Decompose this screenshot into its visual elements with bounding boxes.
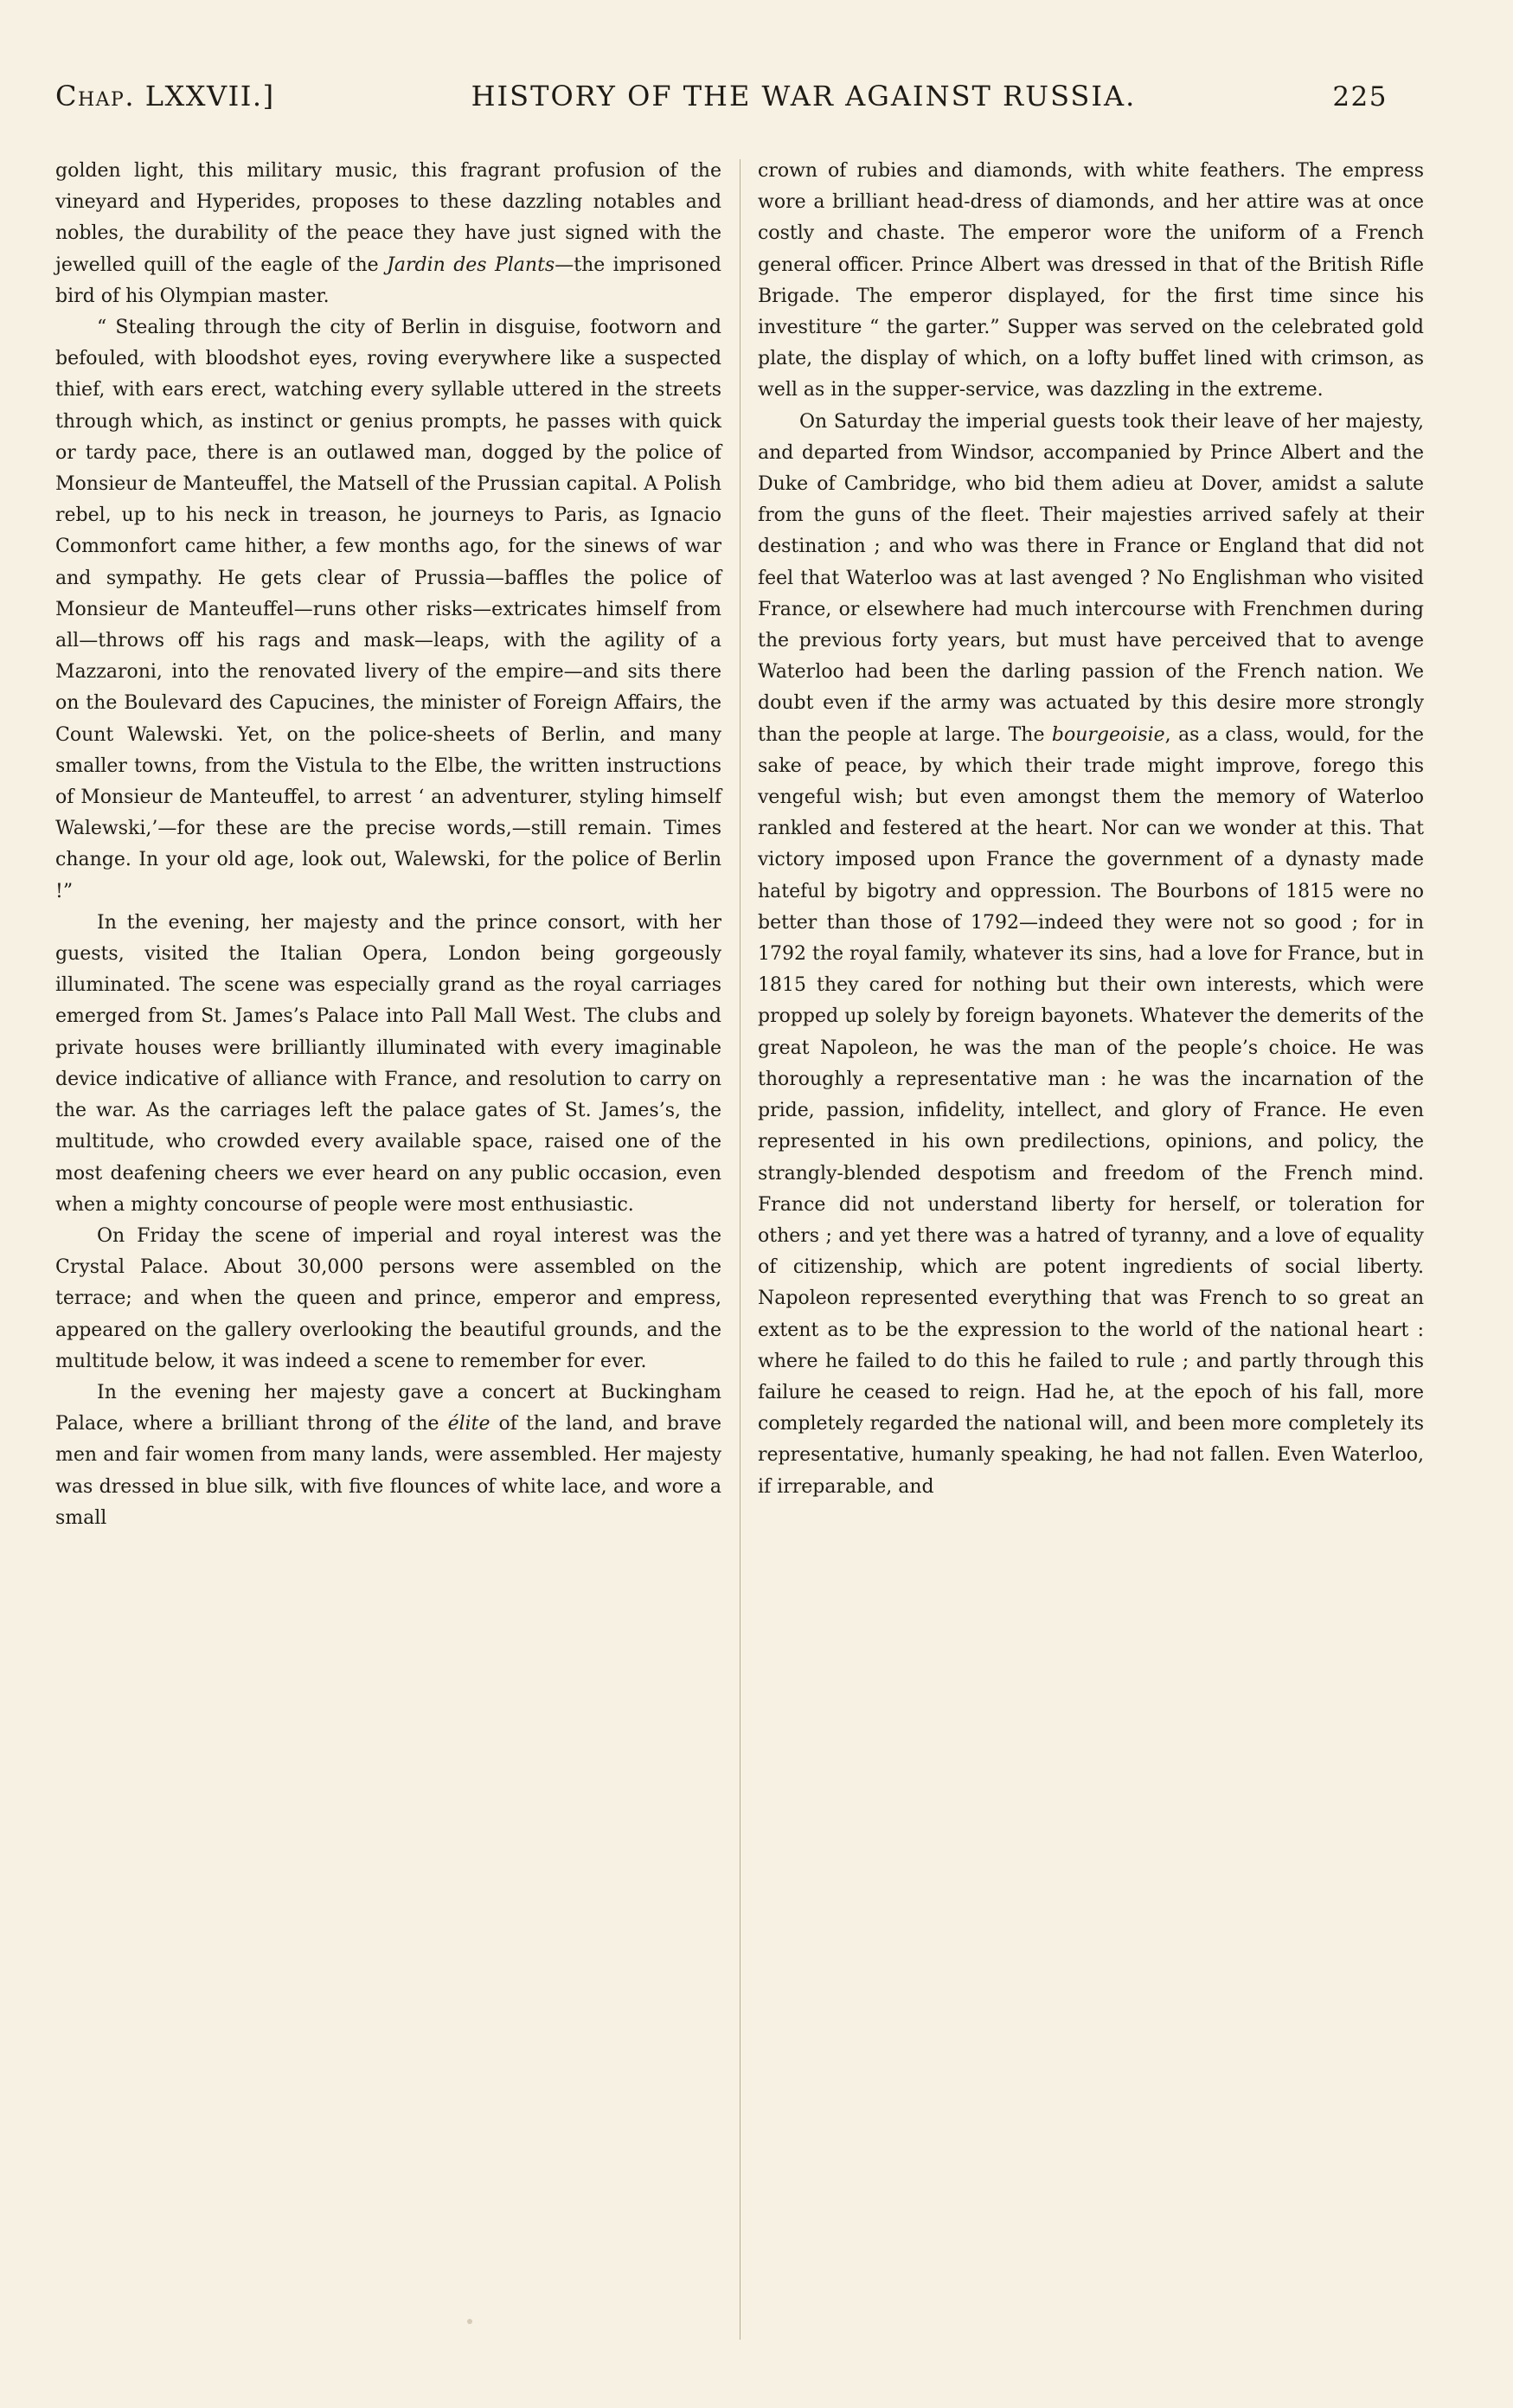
paragraph: In the evening, her majesty and the prince consort, with her guests, visited the Italian Opera, London being gorgeously illuminated. The scene was especially grand as the royal carriages emerged from St. James’s Palace into Pall Mall West. The clubs and private houses were brilliantly illuminated with every imaginable device indicative of alliance with France, and resolution to carry on the war. As the carriages left the palace gates of St. James’s, the multitude, who crowded every available space, raised one of the most deafening cheers we ever heard on any public occasion, even when a mighty concourse of people were most enthusiastic.	[55, 911, 721, 1216]
text-run: golden light, this military music, this fragrant profusion of the vineyard and Hyperides, proposes to these dazzling notables and nobles, the durability of the peace they have just signed with the jewelled quill of the eagle of the	[55, 160, 721, 276]
italic-text: bourgeoisie	[1051, 723, 1165, 746]
text-run: , as a class, would, for the sake of peace, by which their trade might improve, forego this vengeful wish; but even amongst them the memory of Waterloo rankled and festered at the heart. Nor can we wonder at this. That victory imposed upon France the government of a dynasty made hateful by bigotry and oppression. The Bourbons of 1815 were no better than those of 1792—indeed they were not so good ; for in 1792 the royal family, whatever its sins, had a love for France, but in 1815 they cared for nothing but their own interests, which were propped up solely by foreign bayonets. Whatever the demerits of the great Napoleon, he was the man of the people’s choice. He was thoroughly a representative man : he was the incarnation of the pride, passion, infidelity, intellect, and glory of France. He even represented in his own predilections, opinions, and policy, the strangly-blended despotism and freedom of the French mind. France did not understand liberty for herself, or toleration for others ; and yet there was a hatred of tyranny, and a love of equality of citizenship, which are potent ingredients of social liberty. Napoleon represented everything that was French to so great an extent as to be the expression to the world of the national heart : where he failed to do this he failed to rule ; and partly through this failure he ceased to reign. Had he, at the epoch of his fall, more completely regarded the national will, and been more completely its representative, humanly speaking, he had not fallen. Even Waterloo, if irreparable, and	[758, 723, 1425, 1498]
right-column	[758, 156, 1424, 1503]
text-run: In the evening her majesty gave a concert at Buckingham Palace, where a brilliant throng of the	[55, 1381, 721, 1435]
paragraph	[758, 407, 1424, 1503]
text-run: of the land, and brave men and fair women from many lands, were assembled. Her majesty was dressed in blue silk, with five flounces of white lace, and wore a small	[55, 1413, 721, 1529]
left-column	[55, 156, 721, 1534]
book-page	[55, 80, 1425, 2373]
text-run: —the imprisoned bird of his Olympian master.	[55, 254, 721, 307]
paragraph: crown of rubies and diamonds, with white feathers. The empress wore a brilliant head-dress of diamonds, and her attire was at once costly and chaste. The emperor wore the uniform of a French general officer. Prince Albert was dressed in that of the British Rifle Brigade. The emperor displayed, for the first time since his investiture “ the garter.” Supper was served on the celebrated gold plate, the display of which, on a lofty buffet lined with crimson, as well as in the supper-service, was dazzling in the extreme.	[758, 160, 1424, 401]
page-number: 225	[1332, 81, 1388, 112]
running-title: HISTORY OF THE WAR AGAINST RUSSIA.	[471, 80, 1137, 112]
italic-text: élite	[447, 1413, 490, 1435]
running-header	[55, 80, 1388, 132]
text-run: On Saturday the imperial guests took their leave of her majesty, and departed from Windsor, accompanied by Prince Albert and the Duke of Cambridge, who bid them adieu at Dover, amidst a salute from the guns of the fleet. Their majesties arrived safely at their destination ; and who was there in France or England that did not feel that Waterloo was at last avenged ? No Englishman who visited France, or elsewhere had much intercourse with Frenchmen during the previous forty years, but must have perceived that to avenge Waterloo had been the darling passion of the French nation. We doubt even if the army was actuated by this desire more strongly than the people at large. The	[758, 410, 1424, 746]
paragraph	[55, 156, 721, 312]
paragraph: On Friday the scene of imperial and royal interest was the Crystal Palace. About 30,000 persons were assembled on the terrace; and when the queen and prince, emperor and empress, appeared on the gallery overlooking the beautiful grounds, and the multitude below, it was indeed a scene to remember for ever.	[55, 1224, 721, 1372]
paragraph	[55, 1377, 721, 1534]
chapter-label: Chap. LXXVII.]	[55, 80, 275, 112]
paragraph: “ Stealing through the city of Berlin in disguise, footworn and befouled, with bloodshot eyes, roving everywhere like a suspected thief, with ears erect, watching every syllable uttered in the streets through which, as instinct or genius prompts, he passes with quick or tardy pace, there is an outlawed man, dogged by the police of Monsieur de Manteuffel, the Matsell of the Prussian capital. A Polish rebel, up to his neck in treason, he journeys to Paris, as Ignacio Commonfort came hither, a few months ago, for the sinews of war and sympathy. He gets clear of Prussia—baffles the police of Monsieur de Manteuffel—runs other risks—extricates himself from all—throws off his rags and mask—leaps, with the agility of a Mazzaroni, into the renovated livery of the empire—and sits there on the Boulevard des Capucines, the minister of Foreign Affairs, the Count Walewski. Yet, on the police-sheets of Berlin, and many smaller towns, from the Vistula to the Elbe, the written instructions of Monsieur de Manteuffel, to arrest ‘ an adventurer, styling himself Walewski,’—for these are the precise words,—still remain. Times change. In your old age, look out, Walewski, for the police of Berlin !”	[55, 317, 721, 902]
print-mark	[467, 2319, 472, 2324]
italic-text: Jardin des Plants	[387, 254, 555, 276]
